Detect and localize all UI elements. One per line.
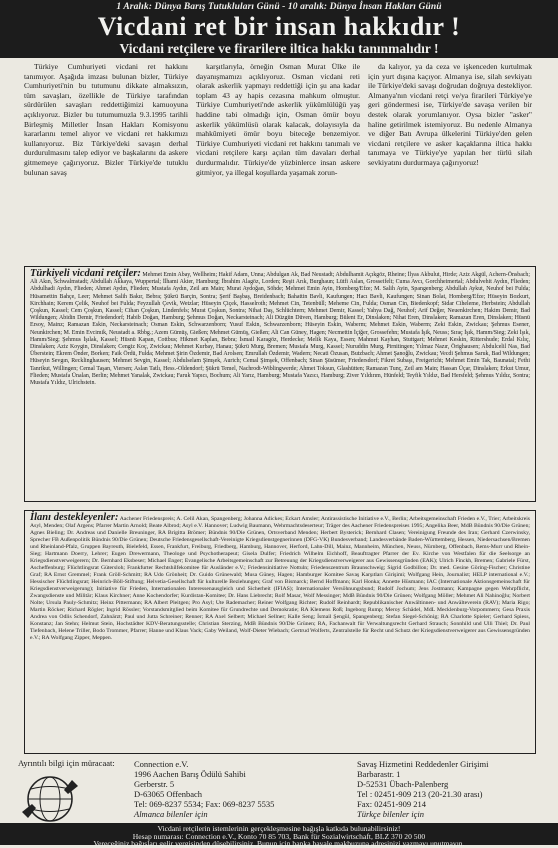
footer-banner [0, 823, 558, 848]
org1-street: Gerberstr. 5 [134, 779, 175, 789]
globe-hands-logo [20, 772, 80, 826]
org2-city: D-52531 Übach-Palenberg [357, 779, 449, 789]
org2-language: Türkçe bilenler için [357, 809, 425, 819]
subheadline: Vicdani retçilere ve firarilere iltica hakkı tanınmalıdır ! [119, 41, 439, 56]
article-column-2 [196, 62, 360, 258]
org1-subtitle: 1996 Aachen Barış Ödülü Sahibi [134, 769, 246, 779]
supporters-text: Aachener Friedenspreis; A. Celil Akan, Spangenberg; Johanna Adickes; Eckart Amsler; Antirassistische Initiative e.V., Berlin; Arbeitsgemeinschaft Frieden e.V., Trier; Arbeitskreis Asyl, Menden; Olaf Argens; Pfarrer Martin Arnold; Beate Albrod; Asyl e.V. Hannover; Ludwig Baumann, Wehrmachtsdeserteur; Träger des Aachener Friedenspreises 1995; Angelika Beer, MdB Bündnis 90/Die Grünen; Agnes Bieling; Dr. Andreas und Danielle Breuninger, RA Brigitta Brömer; Bündnis 90/Die Grünen, Ortsverband Menden; Herbert Bysterick; Bernhard Clasen; Vereinigung Freunde des Iran; Gerhard Czerwinsky, Sprecher FB Außenpolitik Bündnis 90/Die Grünen; Deutsche Friedensgesellschaft-Vereinigte Kriegsdienstgegnerinnen (DFG-VK) Bundesverband; Landesverbände Baden-Württemberg, Hessen, Niedersachsen/Bremen und Rheinland-Pfalz, Gruppen Bayreuth, Bielefeld, Essen, Frankfurt, Freiburg, Friedberg, Hamburg, Hannover, Herford, Lahn-Dill, Mainz, Mannheim, München, Neuss, Nürnberg, Offenbach, Rems-Murr und Rhein-Sieg; Hartmann Doerry, Lehrer; Eugen Drewermann, Theologe und Psychotherapeut; Gisela Dulfer; Friedrich Wilhelm Eichhoff, Beauftragter Pfarrer der Ev. Kirche von Westfalen für die Seelsorge an Kriegsdienstverweigerern; Dr. Bernhard Eksbeser; Michael Enger; Evangelische Arbeitsgemeinschaft zur Betreuung der Kriegsdienstverweigerer aus Gewissensgründen (EAK); Ulrich Finckh, Bremen; Gabriele Fürst, Ascheffenburg; Flüchtlingsrat Gütersloh; Frankfurter Rechtshilfekomitee für Ausländer e.V.; Friedensinitiative Nottuln; Friedenszentrum Braunschweig; Sigrid Godbillon; Dr. med. Gesine Göring-Fischer; Christine Graf; RA Ernst Gremmel; Frank Gröll-Schmitt; RA Udo Grönheit; Dr. Guido Grünewald; Musa Güney, Hagen; Hamburger Komitee Savaş Karşıtları Girişimi; Wolfgang Hein, Journalist; HELP international e.V.; Hessischer Flüchtlingsrat; Heinrich-Böll-Stiftung; Helvetia-Gesellschaft für kulturelle Beziehungen; Graf von Bismarck; Bernd Hoffmann; Karl Honka; Annette Hüsmann; IAC (Internationale Aktionsgemeinschaft für Kriegsdienstverweigerung); Initiative für Frieden, Internationalen Interessenausgleich und Sicherheit (IFIAS); Internationaler Versöhnungsbund; Rudolf Jochum; Jens Jostmann; Kampagne gegen Wehrpflicht, Zwangsdienste und Militär; Klaus Kirchner; Anne Kochendorfer; Kurdistan-Komitee; Dr. Hans Liebrecht; Rolf Masar, Wolf Messinger; MdB Bündnis 90/Die Grünen; Wolfgang Möller; Mehmet Ali Nahinoğlu; Norbert Nolte; Ursula Pauly-Schmitz; Heinz Pittermann; RA Albert Pleitgen; Pro Asyl; Ute Rademacher; Reiner Wolfgang Richter; Rudolf Reinhardt; Republikanischer Anwältinnen- und Anwälteverein (RAV); Maria Rigo; Martin Röcker; Richard Rögler; Ingrid Rössler; Vorstandsmitglied beim Komitee für Grundrechte und Demokratie; RA Klemens Roß; Ingeborg Rump; Meroy Schädel, MdL Mecklenburg-Vorpommern; Gesa Praxis Andrea von Odlis Schendorf, Zahnärzt; Paul und Jutta Schreiner; Renner; RA Axel Selbert; Michael Sellner; Kalle Seng; İsmail Şengül, Spangenberg; Stefan Siegel-Schönig; RA Charlotte Spieler; Gerhard Spiess, Konstanz; Jan Stehn; Helmut Stein, Hochstädter KDV-Beratungsstelle; Christian Sterzing, MdB Bündnis 90/Die Grünen; RA, Fachanwalt für Verwaltungsrecht Gerhard Strauch; Sonnhild und Ulli Thiel; Dr. Paul Tiefenbach, Helene Triller, Bodo Trommer, Pfarrer; Hanne und Klaus Vack; Gaby Weiland, Wolf-Dieter Wiebach; Gertrud Wolferts, Zentralstelle für Recht und Schutz der Kriegsdienstverweigerer aus Gewissensgründen e.V.; RA Wolfgang Zipper, Meppen. [30, 516, 531, 641]
supporters-heading: İlanı destekleyenler: [30, 512, 119, 523]
article-text-1: Türkiye Cumhuriyeti vicdani ret hakkını tanımıyor. Aşağıda imzası bulunan bizler, Türkiye Cumhuriyeti'nin bu tutumunu dikkate almaksızın, tüm savaşları, özellikle de Türkiye tarafından sürdürülen savaşları reddettiğimizi kamuoyuna açıklıyoruz. Bizler bu tutumumuzla 9.3.1995 tarihli Birleşmiş Milletler İnsan Hakları Komisyonu kararlarını temel alıyor ve vicdani ret hakkımızı kullanıyoruz. Biz Türkiye'deki savaşın derhal durdurulmasını talep ediyor ve başkalarını da askere gitmemeye çağırıyoruz. Bizler Türkiye'de tutuklu bulunan savaş [24, 62, 188, 177]
org2-name: Savaş Hizmetini Reddedenler Girişimi [357, 759, 489, 769]
article-text-3: da kalıyor, ya da ceza ve işkenceden kurtulmak için yurt dışına kaçıyor. Almanya ise, silah sevkiyatı ile Türkiye'deki savaşı doğrudan doğruya destekliyor. Almanya'nın vicdani retçi ve/ya firarileri Türkiye'ye geri göndermesi ise, Türkiye'de savaşa verilen bir destek olarak yorumlanıyor. Oysa bizler "asker" haline getirilmek istemiyoruz. Bu nedenle Almanya ve diğer Batı Avrupa ülkelerini Türkiye'den gelen vicdani retçilere ve asker kaçaklarına iltica hakkı tanımaya ve Türkiye'ye yapılan her türlü silah sevkiyatını durdurmaya çağırıyoruz! [368, 62, 532, 167]
header-banner [0, 0, 558, 58]
header-topline: 1 Aralık: Dünya Barış Tutukluları Günü - 10 aralık: Dünya İnsan Hakları Günü [116, 2, 442, 12]
footer-line-2: Hesap numarası: Connection e.V., Konto 70 85 703, Bank für Sozialwirtschaft, BLZ 370 20 500 [132, 831, 426, 841]
article-body [24, 62, 532, 258]
contact-shr [357, 759, 488, 819]
org1-city: D-63065 Offenbach [134, 789, 203, 799]
signers-box [24, 266, 536, 502]
org1-language: Almanca bilenler için [134, 809, 208, 819]
contact-intro: Ayrıntılı bilgi için müracaat: [18, 758, 115, 768]
article-column-3 [368, 62, 532, 258]
supporters-list [30, 514, 530, 642]
org1-name: Connection e.V. [134, 759, 189, 769]
signers-heading: Türkiyeli vicdani retçiler: [30, 268, 141, 279]
signers-text: Mehmet Emin Abay, Wellheim; Hakif Adam, Unna; Abdulgan Ak, Bad Neustadt; Abdulhamit Açıkgöz, Rheine; İlyas Akbulut, Hirde; Aziz Akgül, Achern-Önsbach; Ali Akın, Schwalmstadt; Abdullah Akkaya, Wuppertal; İlhami Akter, Hamburg; İbrahim Alagöz, Lorden; Reşit Arık, Burghaun; Lütfi Aslan, Grosseifelt; Cuma Avcı, Gorchheimertal; Abdulvehit Aydın, Flieden; Abdulhadi Aydın, Flieden; Ahmet Aydın, Flieden; Mustafa Aydın, Zeil am Main; Murat Aydoğan, Söhde; Mehmet Emin Ayin, Homberg/Efze; M. Salih Ayin, Spangenberg; Abdullah Aykut, Neuhof bei Fulda; Hüsamettin Bahçe, Leer; Mehmet Salih Bakır, Bebra; Şükrü Barçin, Sontra; Şerif Başbaş, Breidenbach; Bahattin Bavli, Kaufungen; Hacı Bavli, Kaufungen; Sinan Bolat, Homberg/Efze; Hüseyin Bozkurt, Kirchhain; Kerem Çelik, Neuhof bei Fulda; Feyzullah Çevik, Wetzlar; Hüseyin Çiçek, Hasselroth; Mehmet Cin, Tetenbüll; Meheme Cin, Fulda; Osman Cin, Biedenkopf; Sidar Ciheleme, Herbstein; Abdullah Çoşkun, Kassel; Cem Çoşkun, Kassel; Cihan Çoşkun, Lindenfels; Murat Çoşkun, Sontra; Nihat Daş, Schlüchtern; Mehmet Demir, Kassel; Yahya Dağ, Neuhof; Arif Değer, Neuenkirchen; Hakim Demir, Bad Wildungen; Abidin Demir, Friedendorf; Habib Doğan, Hamburg; Şehmus Doğan, Neckarsteinach; Ali Düzgün Düven, Hamburg; Bülent Er, Dinslaken; Nihat Eren, Dinslaken; Ramazan Eren, Dinslaken; Hüsnü Ersoy, Mainz; Ramazan Eskin, Neckarsteinach; Osman Eskin, Schwarzenborn; Yusuf Eskin, Schwarzenborn; Hüseyin Eskin, Waberm; Mehmet Eskin, Waberm; Zeki Eskin, Zwickau; Şehmus Esener, Neunkirchen; M. Emin Evcimik, Neustadt a. Rbbg.; Azem Gümüş, Gießen; Mehmet Gümüş, Gießen; Ali Can Güney, Hagen; Necmettin İçiğer, Grossefehn; Mustafa İşik, Neuss; Sıraç İşık, Hamm/Sieg; Zeki İşık, Hamm/Sieg; Şehmus İşılak, Kassel; Hüsnü Kapan, Cottbus; Hikmet Kaplan, Bebra; İsmail Karagöz, Herdecke; Melik Kaya, Essen; Mahmut Kayhan, Stuttgart; Mehmet Keskin, Rittershude; Erdal Kılıç, Dinslaken; Aziz Koygin, Dinslaken; Cengiz Koç, Zwickau; Mehmet Kurbay, Hanau; Şükrü Murg, Bremen; Mustafa Murg, Kassel; Nuruddin Murg, Pirnitingen; Yılmaz Nazır, Örighausen; Abdulcelil Nas, Bad Überstein; Ekrem Önder, Borken; Faik Ördü, Fulda; Mehmet Şirin Özdemir, Bad Arolsen; Emrullah Özdemir, Wadern; Necati Özusan, Butzbach; Ahmet Şanoğlu, Zwickau; Vecdi Şehmus Saruk, Bad Wildungen; Hüseyin Sevgın, Recklinghausen; Mehmet Sevgin, Kassel; Abdulselam Şimşek, Aurich; Cemal Şimşek, Offenbach; Sinan Şüsümer, Friedersdorf; Fikret Subaşı, Freigericht; Mehmet Emin Tak, Baunatal; Fethi Tanrikut, Willingen; Cemal Taşan, Viersen; Aslan Tatlı, Hess.-Oldendorf; Şükrü Temel, Nachrodt-Wiblingwerde; Ahmet Toksun, Glashütten; Ramazan Tunç, Zeil am Main; Hassan Üçar, Dinslaken; Erkut Umur, Flieden; Mustafa Ünalan, Berlin; Mehmet Yanalak, Zwickau; Faruk Yapıcı, Bochum; Ali Yarız, Hamburg; Mustafa Yazıcı, Hamburg; Ziver Yıldırım, Hünfeld; Teyfik Yıldız, Bad Hersfeld; Şehmus Yıldız, Sontra; Mustafa Yıldız, Ulrichstein. [30, 272, 530, 387]
footer-line-3: Vereceğiniz bağışları gelir vergisinden düşebilirsiniz. Bunun için banka havale makbuzuna adresinizi yazmayı unutmayın. [93, 839, 465, 848]
org2-fax: Fax: 02451-909 214 [357, 799, 426, 809]
org1-phone: Tel: 069-8237 5534; Fax: 069-8237 5535 [134, 799, 275, 809]
contact-connection [134, 759, 274, 819]
org2-phone: Tel : 02451-909 213 (20-21.30 arası) [357, 789, 483, 799]
org2-street: Barbarastr. 1 [357, 769, 401, 779]
footer-line-1: Vicdani retçilerin istemlerinin gerçekleşmesine bağışla katkıda bulunabilirsiniz! [157, 824, 401, 833]
signers-list [30, 270, 530, 387]
contact-section [12, 756, 546, 832]
article-text-2: karşıtlarıyla, örneğin Osman Murat Ülke ile dayanışmamızı açıklıyoruz. Osman vicdani reti olarak askerlik yapmayı reddettiği için şu ana kadar toplam 43 ay hapis cezasına mahkum olmuştur. Türkiye Cumhuriyeti'nde askerlik yükümlülüğü yaş haddine tabi olmadığı için, Osman ömür boyu askerlik yükümlüsü olarak kalacak, dolayısıyla da mahkûmiyeti ömür boyu biteceğe benzemiyor. Türkiye Cumhuriyeti vicdani ret hakkını tanımalı ve vicdani retçilere karşı açılan tüm davaları derhal durdurmalıdır. Türkiye'de yüzbinlerce insan askere gitmiyor, ya illegal koşullarda yaşamak zorun- [196, 62, 360, 177]
article-column-1 [24, 62, 188, 258]
supporters-box [24, 510, 536, 754]
headline: Vicdani ret bir insan hakkıdır ! [97, 12, 461, 41]
